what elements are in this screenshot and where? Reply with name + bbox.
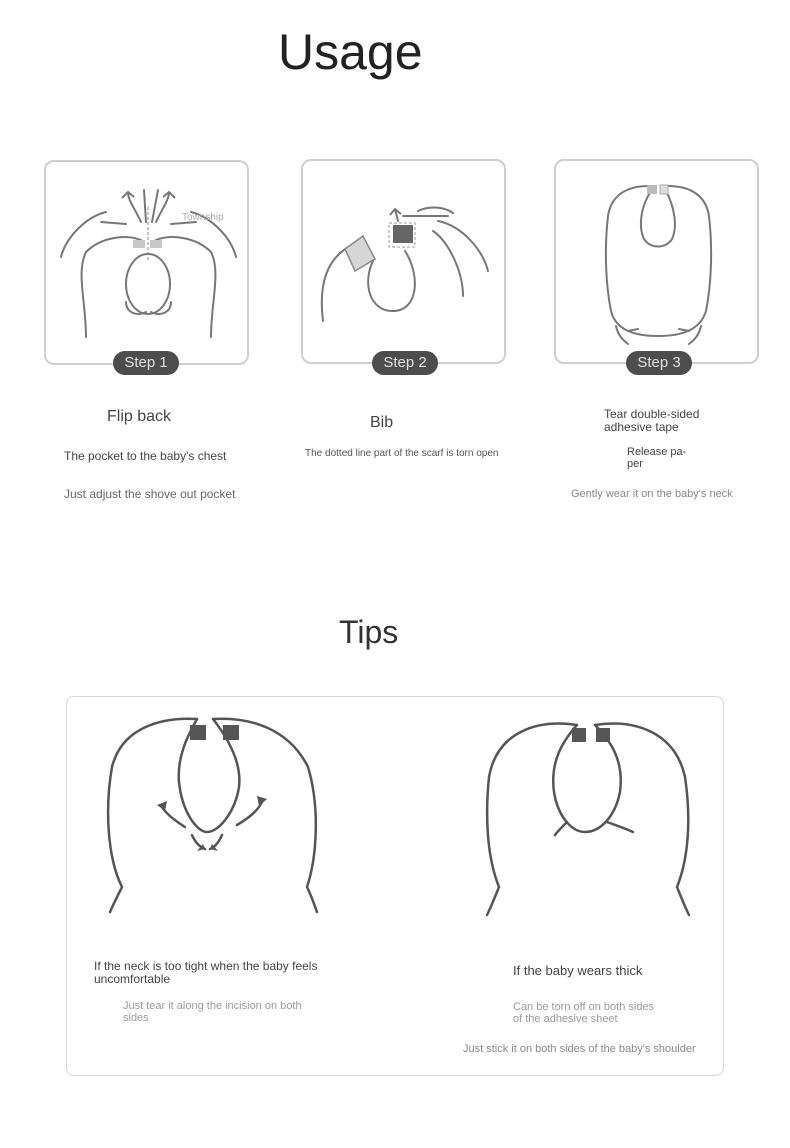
watermark-text: Township	[182, 212, 224, 223]
step-2-illustration-card	[301, 159, 506, 371]
step-3-heading: Tear double-sided adhesive tape	[604, 407, 700, 435]
step-3-text: Release pa-per	[627, 446, 687, 471]
step-3-bib-illustration	[556, 161, 761, 366]
tips-bib-illustrations	[67, 697, 722, 937]
step-1-text: The pocket to the baby's chest	[64, 449, 227, 463]
tips-title: Tips	[339, 614, 399, 650]
step-1-heading: Flip back	[107, 408, 172, 425]
tips-panel	[66, 696, 724, 1076]
usage-title: Usage	[278, 24, 423, 80]
step-1-illustration-card	[44, 160, 249, 371]
step-1-note: Just adjust the shove out pocket	[64, 487, 236, 501]
step-3-badge: Step 3	[626, 351, 692, 375]
step-3-note: Gently wear it on the baby's neck	[571, 488, 733, 500]
step-2-bib-illustration	[303, 161, 508, 366]
step-2-badge: Step 2	[372, 351, 438, 375]
tip-2-note: Just stick it on both sides of the baby's shoulder	[463, 1043, 696, 1055]
step-2-heading: Bib	[370, 414, 394, 431]
tip-2-text: Can be torn off on both sides of the adhesive sheet	[513, 1001, 655, 1026]
step-3-illustration-card	[554, 159, 759, 371]
tip-1-heading: If the neck is too tight when the baby feels uncomfortable	[94, 959, 318, 987]
step-1-badge: Step 1	[113, 351, 179, 375]
step-2-text: The dotted line part of the scarf is torn open	[305, 448, 499, 459]
tip-2-heading: If the baby wears thick	[513, 963, 643, 978]
step-1-bib-illustration	[46, 162, 251, 367]
tip-1-text: Just tear it along the incision on both sides	[123, 1000, 302, 1025]
